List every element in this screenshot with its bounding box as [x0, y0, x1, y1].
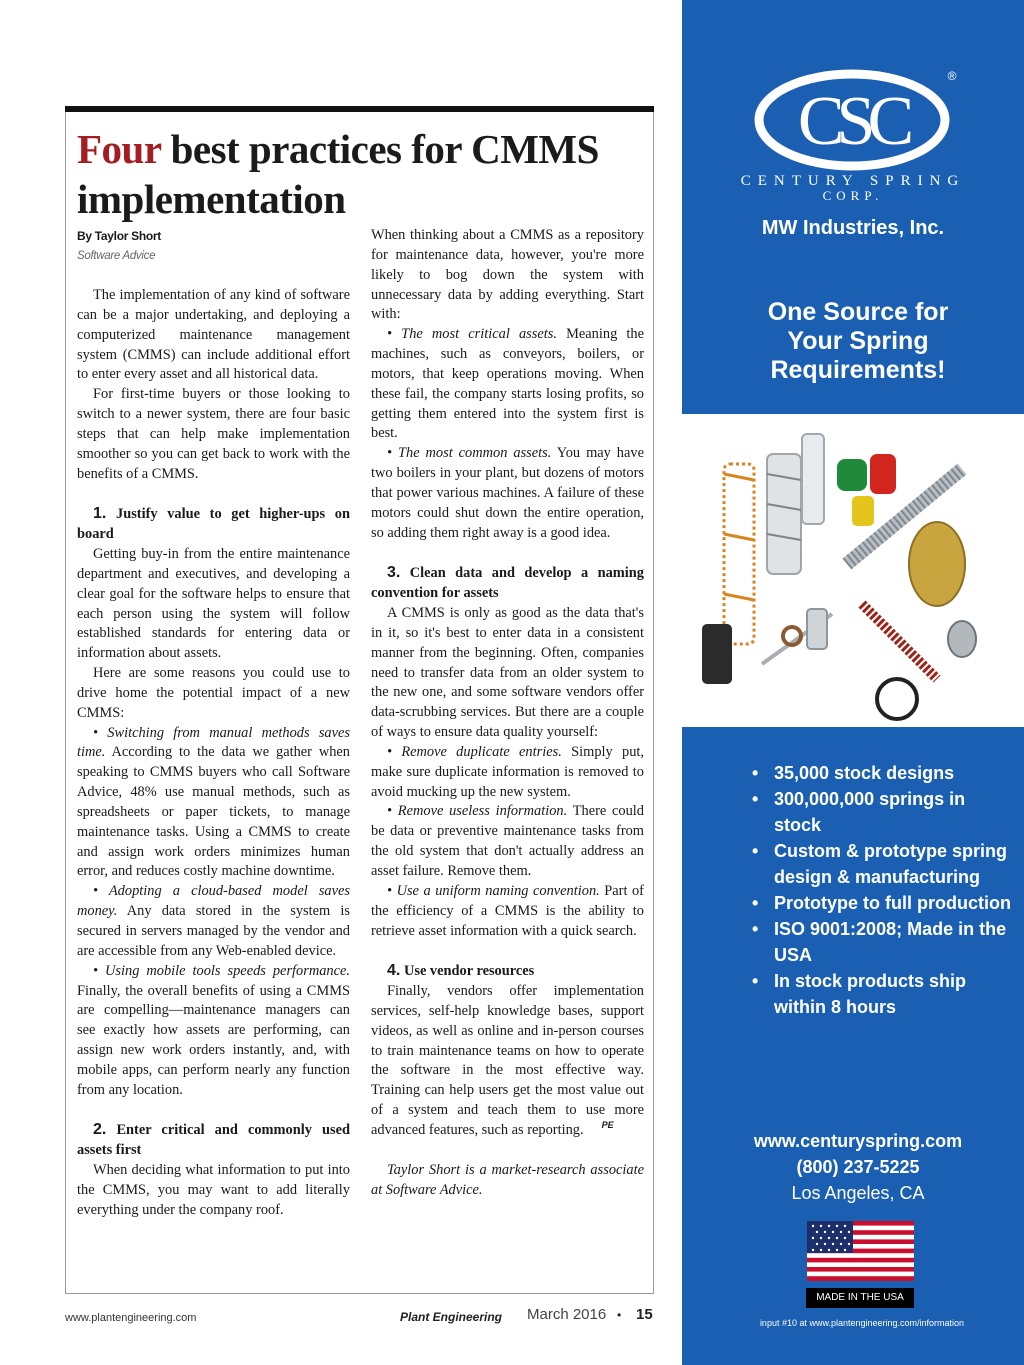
cone-spring-icon	[948, 621, 976, 657]
section-2-title: Enter critical and commonly used assets first	[77, 1122, 350, 1159]
parent-company: MW Industries, Inc.	[761, 217, 945, 239]
reader-input-line: input #10 at www.plantengineering.com/information	[759, 1318, 965, 1328]
springs-illustration	[682, 414, 1024, 727]
bullet-text: Any data stored in the system is secured in servers managed by the vendor and are accessible from any Web-enabled device.	[77, 903, 350, 959]
bullet-icon: •	[752, 893, 759, 913]
red-spring-icon	[862, 604, 937, 679]
gold-spring-icon	[909, 522, 965, 606]
intro-paragraph-1: The implementation of any kind of software can be a major undertaking, and deploying a computerized maintenance management system (CMMS) can include additional effort to enter every asset and all historical data.	[77, 287, 350, 383]
section-2-paragraph-1: When deciding what information to put into the CMMS, you may want to add literally everything under the company roof.	[77, 1162, 350, 1218]
headline-accent: Four	[77, 126, 161, 172]
article-column-2	[371, 226, 644, 1200]
red-bumper-icon	[870, 454, 896, 494]
bullet-icon: •	[752, 789, 759, 809]
small-spring-icon	[807, 609, 827, 649]
retaining-ring-icon	[877, 679, 917, 719]
bullet-naming-convention	[371, 882, 644, 942]
section-1-number: 1.	[93, 505, 107, 523]
ad-phone: (800) 237-5225	[796, 1157, 920, 1177]
csc-logo	[752, 64, 960, 174]
section-3-paragraph-1: A CMMS is only as good as the data that's in it, so it's best to enter data in a consistent manner from the beginning. Often, companies need to transfer data from an older system to the new one, and some software vendors offer data-scrubbing services. But there are a couple of ways to ensure data quality yourself:	[371, 605, 644, 741]
footer-magazine: Plant Engineering	[400, 1310, 503, 1324]
company-suffix: CORP.	[822, 188, 884, 203]
bullet-duplicate-entries	[371, 743, 644, 803]
company-name: CENTURY SPRING	[740, 173, 966, 189]
us-flag-icon	[807, 1221, 914, 1281]
section-1-paragraph-2: Here are some reasons you could use to drive home the potential impact of a new CMMS:	[77, 665, 350, 721]
bullet-lead: • Using mobile tools speeds performance.	[93, 962, 350, 979]
page-number: 15	[636, 1306, 653, 1323]
springs-product-photo	[682, 414, 1024, 727]
bullet-lead: • Use a uniform naming convention.	[387, 882, 600, 899]
feature-item: • ISO 9001:2008; Made in the USA	[752, 916, 1012, 968]
section-3-title: Clean data and develop a naming convention for assets	[371, 565, 644, 602]
section-4-heading	[371, 961, 644, 982]
bullet-icon: •	[752, 919, 759, 939]
yellow-bumper-icon	[852, 496, 874, 526]
bullet-lead: • The most common assets.	[387, 445, 552, 462]
bullet-icon: •	[752, 841, 759, 861]
bullet-icon: •	[752, 763, 759, 783]
bullet-lead: • Remove useless information.	[387, 803, 568, 820]
bullet-common-assets	[371, 444, 644, 543]
bullet-text: Meaning the machines, such as conveyors, boilers, or motors, that keep operations moving. When these fail, the company starts losing profits, so getting them entered into the system first is best.	[371, 326, 644, 442]
section-4-number: 4.	[387, 962, 401, 980]
section-4-paragraph-1	[371, 982, 644, 1141]
headline	[77, 124, 637, 224]
bullet-critical-assets	[371, 325, 644, 444]
footer-date: March 2016	[527, 1306, 607, 1323]
bullet-text: There could be data or preventive maintenance tasks from the old system that don't actually address an asset failure. Remove them.	[371, 803, 645, 879]
bullet-text: According to the data we gather when speaking to CMMS buyers who call Software Advice, 48% use manual methods, such as spreadsheets or paper tickets, to manage maintenance tasks. Using a CMMS to create and assign work orders minimizes human error, and reduces costly machine downtime.	[77, 744, 350, 880]
bullet-cloud-model	[77, 882, 350, 961]
feature-item: • Prototype to full production	[752, 890, 1012, 916]
bullet-lead: • Switching from manual methods saves time.	[77, 724, 350, 761]
footer-separator: •	[617, 1308, 622, 1322]
feature-list	[752, 760, 1012, 1020]
section-3-number: 3.	[387, 564, 401, 582]
bullet-lead: • Remove duplicate entries.	[387, 743, 562, 760]
bullet-lead: • Adopting a cloud-based model saves money.	[77, 883, 350, 920]
bullet-icon: •	[752, 971, 759, 991]
registered-mark: ®	[947, 69, 957, 83]
bullet-text: Part of the efficiency of a CMMS is the ability to retrieve asset information with a quick search.	[371, 882, 644, 939]
section-1-heading	[77, 504, 350, 545]
bullet-text: Simply put, make sure duplicate information is removed to avoid mucking up the new system.	[371, 743, 644, 800]
bullet-useless-info	[371, 802, 644, 881]
bullet-manual-methods	[77, 724, 350, 883]
section-1-title: Justify value to get higher-ups on board	[77, 506, 350, 543]
tall-spring-icon	[802, 434, 824, 524]
section-2-number: 2.	[93, 1121, 107, 1139]
bullet-text: You may have two boilers in your plant, but dozens of motors that power various machines. A failure of these motors could shut down the entire operation, so adding them right away is a good idea.	[371, 445, 644, 541]
end-mark-icon: PE	[601, 1119, 614, 1130]
headline-rest: best practices for CMMS implementation	[77, 126, 599, 222]
article-column-1	[77, 286, 350, 1221]
section-4-title: Use vendor resources	[403, 963, 535, 980]
byline: By Taylor Short	[77, 229, 161, 243]
section-2-continuation: When thinking about a CMMS as a repository for maintenance data, however, you're more likely to bog down the system with unnecessary data by adding everything. Start with:	[371, 227, 644, 323]
black-spring-icon	[702, 624, 732, 684]
logo-text: CSC	[797, 83, 907, 160]
bullet-mobile-tools	[77, 962, 350, 1101]
ad-tagline: One Source for Your Spring Requirements!	[767, 298, 949, 384]
section-3-heading	[371, 563, 644, 604]
green-bumper-icon	[837, 459, 867, 491]
feature-item: • 35,000 stock designs	[752, 760, 1012, 786]
section-4-text: Finally, vendors offer implementation services, self-help knowledge bases, support videos, as well as online and in-person courses to train maintenance teams on how to operate the software in the most effective way. Training can help users get the most value out of a system and teach them to use more advanced features, such as reporting.	[371, 983, 644, 1138]
bullet-lead: • The most critical assets.	[387, 326, 557, 343]
bullet-text: Finally, the overall benefits of using a CMMS are compelling—maintenance managers can see exactly how assets are performing, can assign new work orders instantly, and, with mobile apps, can perform nearly any function from any location.	[77, 982, 350, 1098]
section-1-paragraph-1: Getting buy-in from the entire maintenance department and executives, and developing a clear goal for the software helps to ensure that each person using the system will follow established standards for entering data or information about assets.	[77, 545, 350, 662]
intro-paragraph-2: For first-time buyers or those looking to switch to a newer system, there are four basic steps that can help make implementation smoother so you can get back to work with the benefits of a CMMS.	[77, 386, 350, 482]
feature-item: • 300,000,000 springs in stock	[752, 786, 1012, 838]
silver-spring-icon	[767, 454, 801, 574]
ad-city: Los Angeles, CA	[791, 1183, 925, 1203]
orange-spring-icon	[724, 464, 754, 644]
made-in-usa-badge: MADE IN THE USA	[806, 1288, 914, 1308]
ad-website-link[interactable]: www.centuryspring.com	[753, 1131, 963, 1151]
section-2-heading	[77, 1120, 350, 1161]
author-affiliation: Software Advice	[77, 250, 156, 262]
author-note: Taylor Short is a market-research associate at Software Advice.	[371, 1161, 644, 1198]
feature-item: • Custom & prototype spring design & manufacturing	[752, 838, 1012, 890]
century-spring-ad	[682, 0, 1024, 1365]
article-top-rule	[65, 106, 654, 112]
feature-item: • In stock products ship within 8 hours	[752, 968, 1012, 1020]
article-box	[65, 106, 654, 1294]
footer-url: www.plantengineering.com	[65, 1312, 197, 1324]
